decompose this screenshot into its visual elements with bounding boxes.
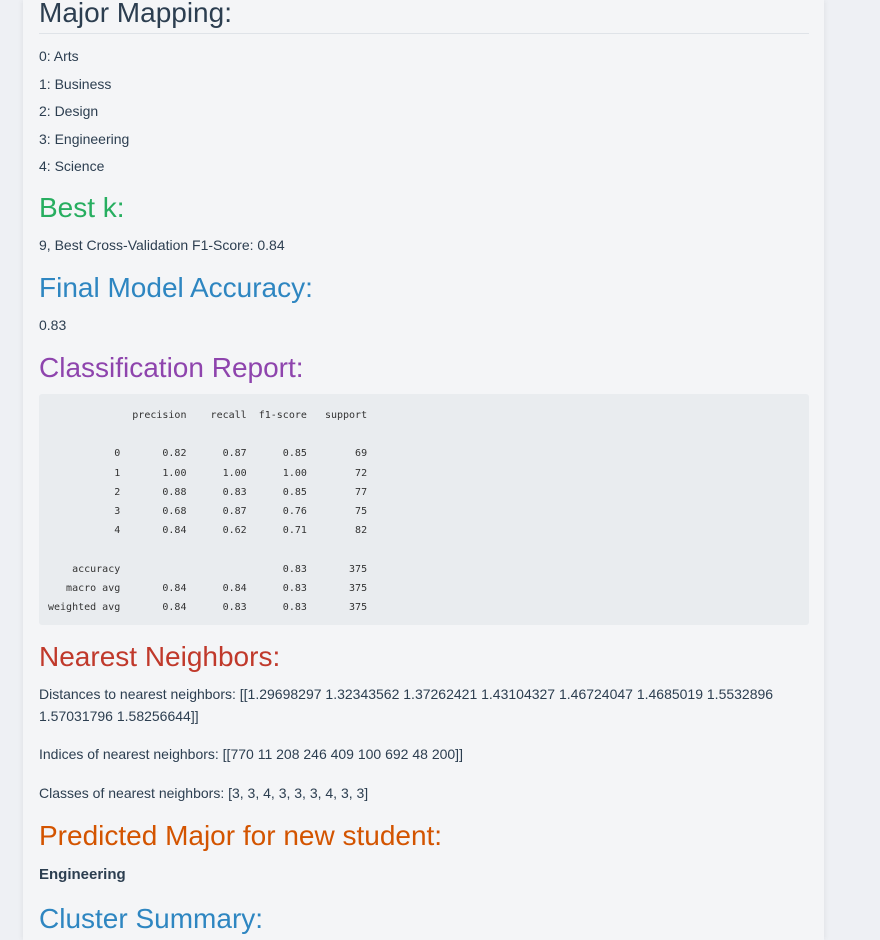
accuracy-heading: Final Model Accuracy: xyxy=(39,272,313,303)
best-k-heading: Best k: xyxy=(39,192,125,223)
predicted-major: Engineering xyxy=(39,866,126,883)
mapping-item: 1: Business xyxy=(39,75,112,92)
cluster-summary-heading: Cluster Summary: xyxy=(39,903,264,934)
mapping-item: 0: Arts xyxy=(39,48,79,64)
major-mapping-list xyxy=(39,46,129,184)
best-k-text: 9, Best Cross-Validation F1-Score: 0.84 xyxy=(39,237,285,253)
mapping-item: 3: Engineering xyxy=(39,130,130,147)
neighbor-indices: Indices of nearest neighbors: [[770 11 208 246 409 100 692 48 200]] xyxy=(39,746,463,762)
neighbor-classes: Classes of nearest neighbors: [3, 3, 4, 3, 3, 3, 4, 3, 3] xyxy=(39,785,369,801)
major-mapping-heading: Major Mapping: xyxy=(39,0,809,34)
results-card xyxy=(23,0,824,940)
classification-report-text: precision recall f1-score support 0 0.82 0.87 0.85 69 1 1.00 1.00 1.00 72 2 0.88 0.83 0.85 77 3 0.68 0.87 0.76 75 4 0.84 0.62 0.71 82 accuracy 0.83 375 macro avg 0.84 0.84 0.83 375 weighted avg 0.84 0.83 0.83 375 xyxy=(48,410,368,614)
nearest-neighbors-heading: Nearest Neighbors: xyxy=(39,641,281,672)
mapping-item: 2: Design xyxy=(39,103,99,119)
prediction-heading: Predicted Major for new student: xyxy=(39,820,443,851)
accuracy-value: 0.83 xyxy=(39,317,67,333)
classification-report-box xyxy=(39,394,809,625)
mapping-item: 4: Science xyxy=(39,158,105,174)
classification-report-heading: Classification Report: xyxy=(39,352,304,383)
neighbor-distances: Distances to nearest neighbors: [[1.29698297 1.32343562 1.37262421 1.43104327 1.46724047 1.4685019 1.5532896 1.57031796 1.58256644]] xyxy=(39,686,774,724)
